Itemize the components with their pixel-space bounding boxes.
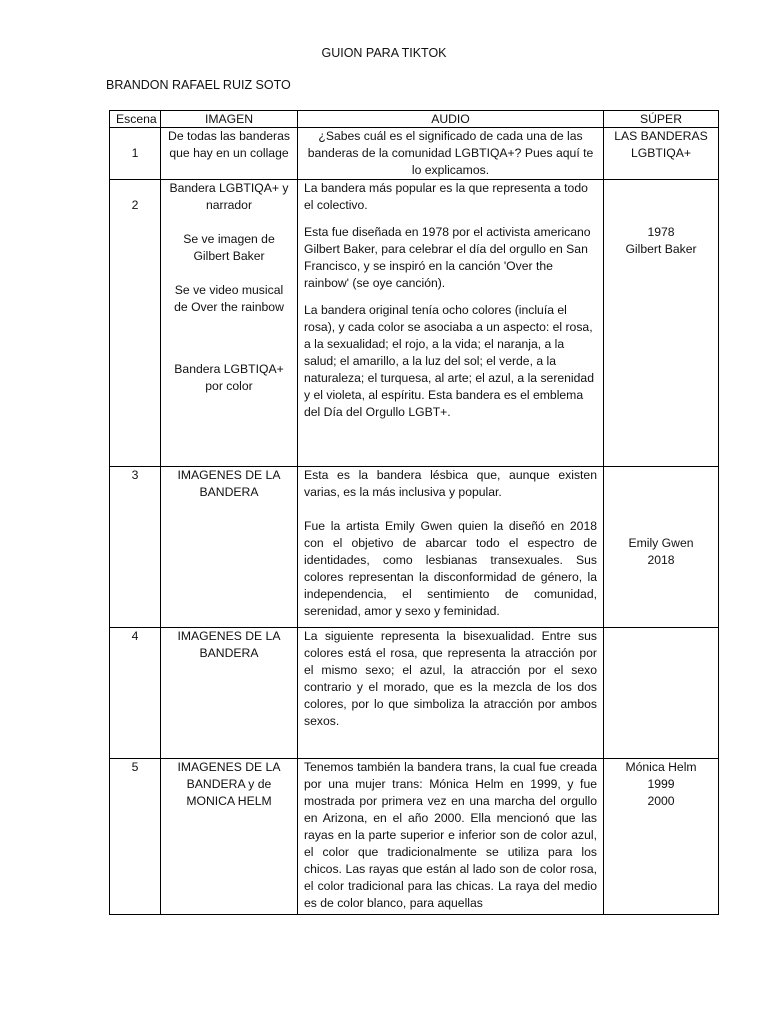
table-row bbox=[110, 128, 719, 180]
author-name: BRANDON RAFAEL RUIZ SOTO bbox=[106, 78, 291, 92]
audio-cell: La bandera más popular es la que representa a todo el colectivo. Esta fue diseñada en 1978 por el activista americano Gilbert Baker, para celebrar el día del orgullo en San Francisco, y se inspiró en la canción 'Over the rainbow' (se oye canción). La bandera original tenía ocho colores (incluía el rosa), y cada color se asociaba a un aspecto: el rosa, a la sexualidad; el rojo, a la vida; el naranja, a la salud; el amarillo, a la luz del sol; el verde, a la naturaleza; el turquesa, al arte; el azul, a la serenidad y el violeta, al espíritu. Esta bandera es el emblema del Día del Orgullo LGBT+. bbox=[298, 180, 604, 467]
header-super: SÚPER bbox=[604, 111, 719, 128]
super-cell: 1978 Gilbert Baker bbox=[604, 180, 719, 467]
image-cell: IMAGENES DE LA BANDERA bbox=[161, 628, 298, 759]
audio-cell: ¿Sabes cuál es el significado de cada una de las banderas de la comunidad LGBTIQA+? Pues aquí te lo explicamos. bbox=[298, 128, 604, 180]
super-cell: Mónica Helm 1999 2000 bbox=[604, 759, 719, 915]
image-cell: IMAGENES DE LA BANDERA y de MONICA HELM bbox=[161, 759, 298, 915]
header-scene: Escena bbox=[110, 111, 161, 128]
image-cell: Bandera LGBTIQA+ y narrador Se ve imagen de Gilbert Baker Se ve video musical de Over the rainbow Bandera LGBTIQA+ por color bbox=[161, 180, 298, 467]
document-title: GUION PARA TIKTOK bbox=[321, 46, 447, 60]
image-cell: De todas las banderas que hay en un collage bbox=[161, 128, 298, 180]
scene-number: 2 bbox=[110, 180, 161, 467]
audio-cell: La siguiente representa la bisexualidad. Entre sus colores está el rosa, que representa la atracción por el mismo sexo; el azul, la atracción por el sexo contrario y el morado, que es la mezcla de los dos colores, por lo que simboliza la atracción por ambos sexos. bbox=[298, 628, 604, 759]
scene-number: 5 bbox=[110, 759, 161, 915]
script-table bbox=[109, 110, 719, 915]
table-row bbox=[110, 180, 719, 467]
table-row bbox=[110, 759, 719, 915]
header-audio: AUDIO bbox=[298, 111, 604, 128]
super-cell: LAS BANDERAS LGBTIQA+ bbox=[604, 128, 719, 180]
scene-number: 1 bbox=[110, 128, 161, 180]
super-cell bbox=[604, 628, 719, 759]
image-cell: IMAGENES DE LA BANDERA bbox=[161, 467, 298, 628]
header-image: IMAGEN bbox=[161, 111, 298, 128]
table-row bbox=[110, 467, 719, 628]
scene-number: 4 bbox=[110, 628, 161, 759]
table-row bbox=[110, 628, 719, 759]
audio-cell: Esta es la bandera lésbica que, aunque existen varias, es la más inclusiva y popular. Fue la artista Emily Gwen quien la diseñó en 2018 con el objetivo de abarcar todo el espectro de identidades, como lesbianas transexuales. Sus colores representan la disconformidad de género, la independencia, el sentimiento de comunidad, serenidad, amor y sexo y feminidad. bbox=[298, 467, 604, 628]
table-header-row bbox=[110, 111, 719, 128]
audio-cell: Tenemos también la bandera trans, la cual fue creada por una mujer trans: Mónica Helm en 1999, y fue mostrada por primera vez en una marcha del orgullo en Arizona, en el año 2000. Ella mencionó que las rayas en la parte superior e inferior son de color azul, el color que tradicionalmente se utiliza para los chicos. Las rayas que están al lado son de color rosa, el color tradicional para las chicas. La raya del medio es de color blanco, para aquellas bbox=[298, 759, 604, 915]
super-cell: Emily Gwen 2018 bbox=[604, 467, 719, 628]
scene-number: 3 bbox=[110, 467, 161, 628]
